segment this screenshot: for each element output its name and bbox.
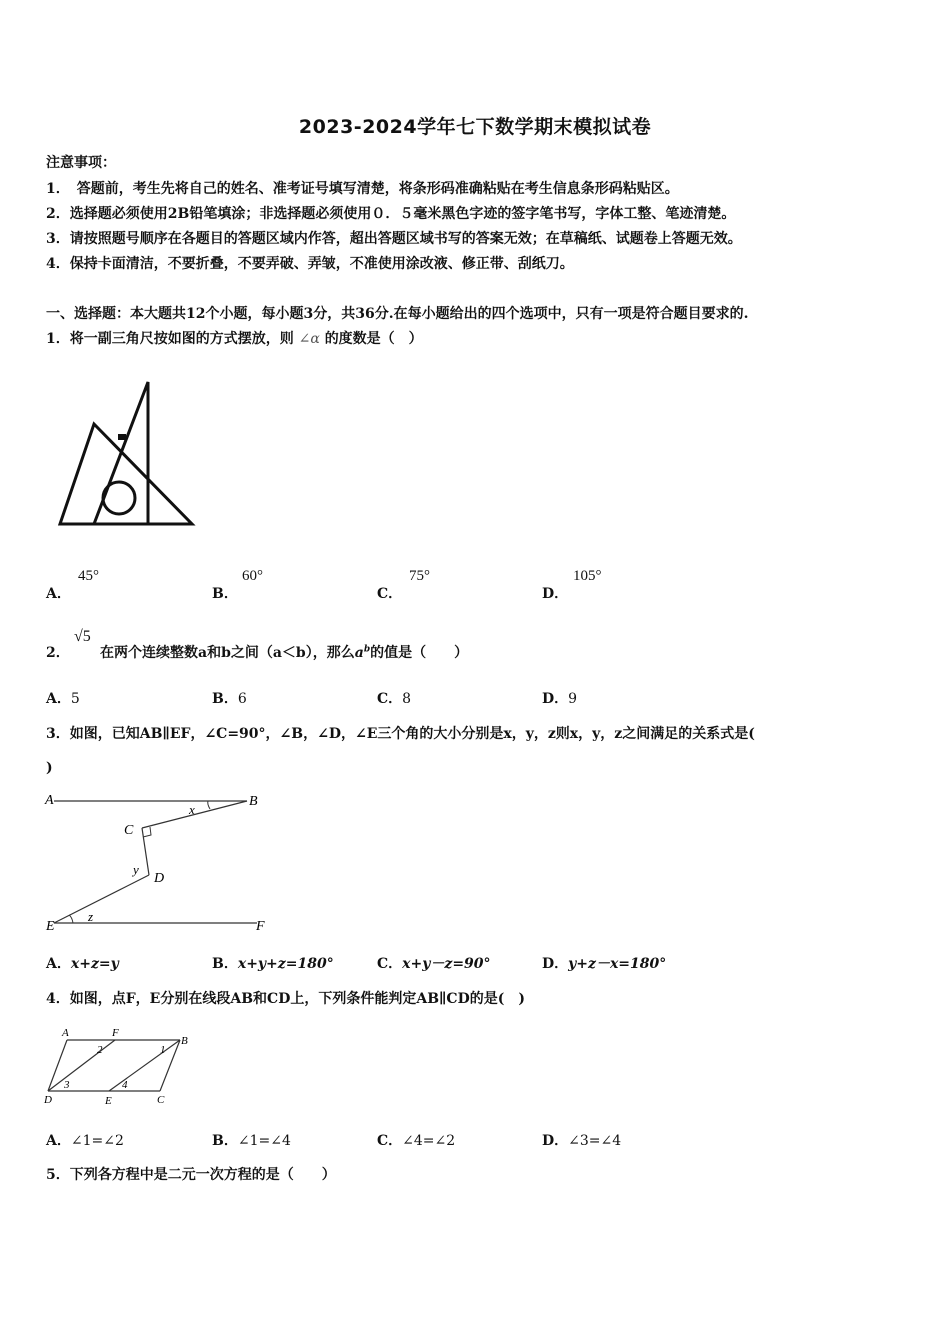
section-header: 一、选择题：本大题共12个小题，每小题3分，共36分.在每小题给出的四个选项中，只有一项是符合题目要求的. bbox=[46, 306, 749, 322]
q2-option-a[interactable]: A．5 bbox=[46, 691, 80, 707]
label-f: F bbox=[112, 1027, 119, 1039]
label-b: B bbox=[181, 1035, 188, 1047]
label-d: D bbox=[44, 1094, 52, 1106]
q4-option-c[interactable]: C．∠4=∠2 bbox=[377, 1133, 456, 1149]
q1-option-b[interactable]: B． bbox=[212, 586, 238, 602]
q1-option-c-value: 75° bbox=[409, 568, 430, 584]
q2-option-d[interactable]: D．9 bbox=[542, 691, 578, 707]
q3-option-c[interactable]: C．x+y－z=90° bbox=[377, 956, 491, 972]
q4-option-a[interactable]: A．∠1=∠2 bbox=[46, 1133, 124, 1149]
question-1-stem-b: 的度数是（ ） bbox=[324, 331, 423, 347]
question-1-stem-a: 1．将一副三角尺按如图的方式摆放，则 bbox=[46, 331, 294, 347]
label-e: E bbox=[105, 1095, 112, 1107]
notice-item-3: 3．请按照题号顺序在各题目的答题区域内作答，超出答题区域书写的答案无效；在草稿纸、试题卷上答题无效。 bbox=[46, 231, 742, 247]
label-f: F bbox=[256, 919, 265, 934]
notice-item-4: 4．保持卡面清洁，不要折叠，不要弄破、弄皱，不准使用涂改液、修正带、刮纸刀。 bbox=[46, 256, 574, 272]
q4-option-b[interactable]: B．∠1=∠4 bbox=[212, 1133, 291, 1149]
label-angle-4: 4 bbox=[122, 1079, 128, 1091]
q2-option-c[interactable]: C．8 bbox=[377, 691, 412, 707]
question-2-stem: 在两个连续整数a和b之间（a＜b），那么$a^b$的值是（ ） bbox=[100, 644, 469, 661]
question-4-stem: 4．如图，点F，E分别在线段AB和CD上，下列条件能判定AB∥CD的是( ) bbox=[46, 991, 525, 1007]
question-1-stem bbox=[46, 328, 423, 348]
notice-heading: 注意事项： bbox=[46, 155, 116, 171]
question-3-stem-cont: ) bbox=[46, 760, 53, 776]
q4-parallelogram-figure bbox=[42, 1025, 202, 1109]
label-angle-2: 2 bbox=[97, 1044, 103, 1056]
label-a: A bbox=[45, 793, 54, 808]
label-z: z bbox=[88, 909, 94, 924]
notice-item-1: 1． 答题前，考生先将自己的姓名、准考证号填写清楚，将条形码准确粘贴在考生信息条形码粘贴区。 bbox=[46, 181, 679, 197]
q3-option-b[interactable]: B．x+y+z=180° bbox=[212, 956, 334, 972]
angle-alpha: ∠α bbox=[298, 331, 320, 347]
question-5-stem: 5．下列各方程中是二元一次方程的是（ ） bbox=[46, 1167, 336, 1183]
label-e: E bbox=[46, 919, 55, 934]
q1-option-d-value: 105° bbox=[573, 568, 602, 584]
question-2-number: 2． bbox=[46, 645, 70, 661]
label-b: B bbox=[249, 794, 258, 809]
q1-option-c[interactable]: C． bbox=[377, 586, 403, 602]
q3-parallel-lines-figure bbox=[42, 788, 277, 938]
sqrt-5: √5 bbox=[74, 628, 91, 645]
label-angle-3: 3 bbox=[64, 1079, 70, 1091]
q1-option-d[interactable]: D． bbox=[542, 586, 569, 602]
label-c: C bbox=[124, 823, 134, 838]
q1-option-b-value: 60° bbox=[242, 568, 263, 584]
q3-option-a[interactable]: A．x+z=y bbox=[46, 956, 119, 972]
q1-option-a-value: 45° bbox=[78, 568, 99, 584]
q4-option-d[interactable]: D．∠3=∠4 bbox=[542, 1133, 622, 1149]
label-c: C bbox=[157, 1094, 165, 1106]
label-a: A bbox=[62, 1027, 69, 1039]
notice-item-2: 2．选择题必须使用2B铅笔填涂；非选择题必须使用０．５毫米黑色字迹的签字笔书写，字体工整、笔迹清楚。 bbox=[46, 206, 736, 222]
label-y: y bbox=[133, 862, 139, 877]
label-angle-1: 1 bbox=[160, 1044, 166, 1056]
label-d: D bbox=[154, 871, 165, 886]
q1-option-a[interactable]: A． bbox=[46, 586, 71, 602]
label-x: x bbox=[189, 802, 195, 817]
q2-option-b[interactable]: B．6 bbox=[212, 691, 247, 707]
q1-triangle-figure bbox=[52, 376, 200, 531]
q3-option-d[interactable]: D．y+z－x=180° bbox=[542, 956, 667, 972]
exam-title: 2023-2024学年七下数学期末模拟试卷 bbox=[298, 116, 652, 138]
question-3-stem: 3．如图，已知AB∥EF，∠C=90°，∠B，∠D，∠E三个角的大小分别是x，y，z则x，y，z之间满足的关系式是( bbox=[46, 726, 755, 742]
